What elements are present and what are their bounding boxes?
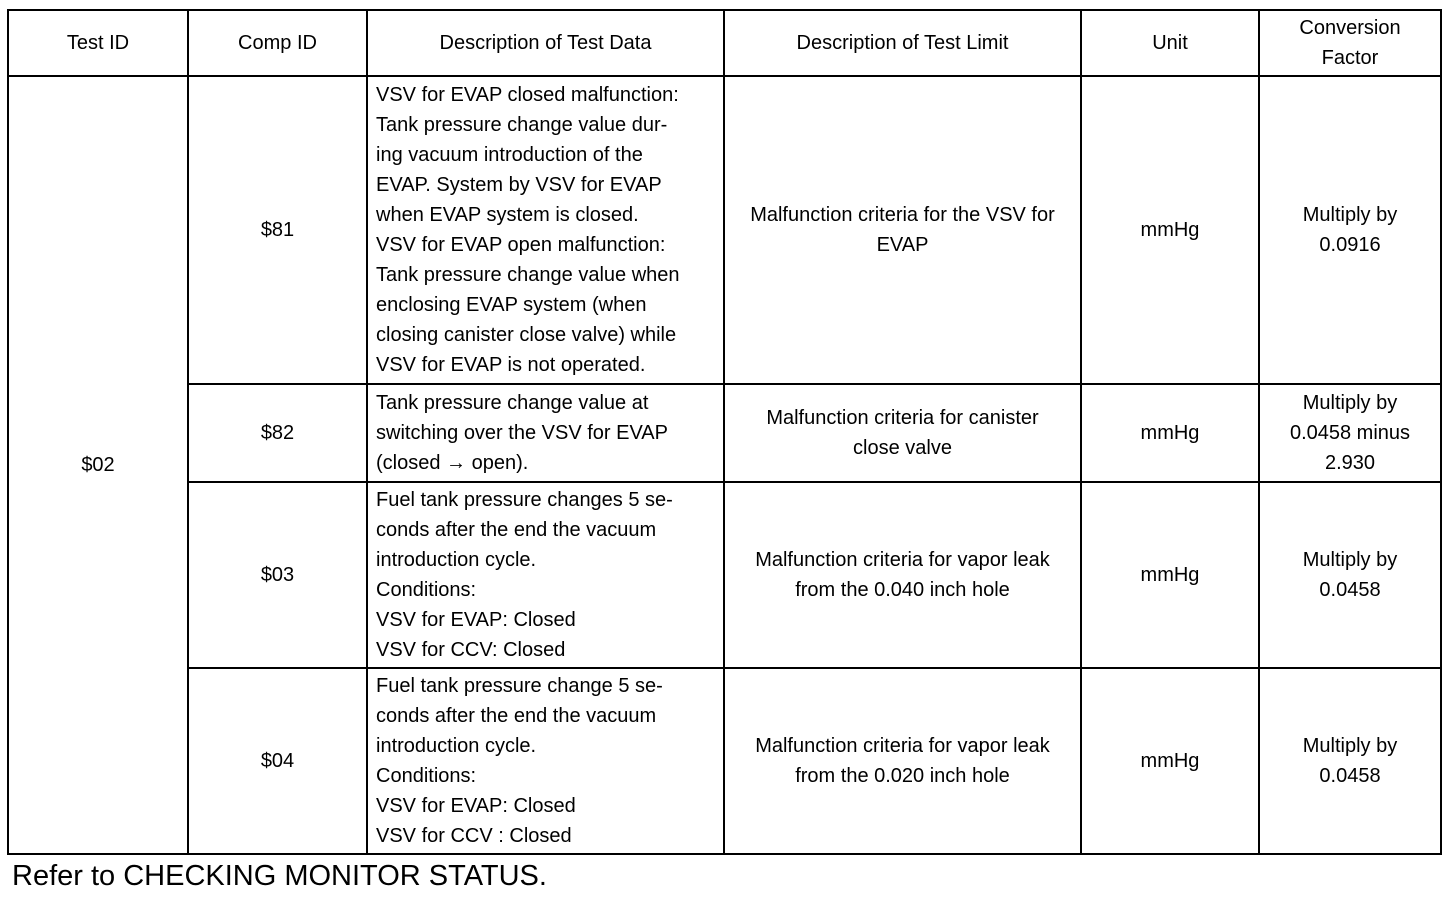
header-conversion-line2: Factor (1321, 47, 1379, 69)
desc-line: ing vacuum introduction of the (376, 144, 643, 166)
conversion-line: Multiply by (1302, 392, 1398, 414)
desc-line: Tank pressure change value dur- (376, 114, 668, 136)
limit-line: Malfunction criteria for canister (766, 407, 1039, 429)
header-test-id: Test ID (8, 10, 188, 76)
table-header-row (8, 10, 1441, 76)
comp-id-cell: $03 (188, 482, 367, 668)
desc-line: Tank pressure change value at (376, 392, 649, 414)
desc-line: VSV for CCV: Closed (376, 639, 566, 661)
limit-line: from the 0.040 inch hole (795, 579, 1010, 601)
table-row (8, 482, 1441, 668)
desc-line: enclosing EVAP system (when (376, 294, 647, 316)
comp-id-cell: $81 (188, 76, 367, 384)
desc-line: EVAP. System by VSV for EVAP (376, 174, 662, 196)
test-id-cell: $02 (8, 76, 188, 854)
limit-line: EVAP (876, 234, 929, 256)
header-description-test-limit: Description of Test Limit (724, 10, 1081, 76)
conversion-line: Multiply by (1302, 204, 1398, 226)
header-comp-id: Comp ID (188, 10, 367, 76)
desc-line: Conditions: (376, 579, 477, 601)
test-data-description-cell (367, 482, 724, 668)
conversion-factor-cell (1259, 384, 1441, 482)
unit-cell: mmHg (1081, 384, 1259, 482)
conversion-factor-cell (1259, 76, 1441, 384)
conversion-factor-cell (1259, 482, 1441, 668)
desc-line: Conditions: (376, 765, 477, 787)
unit-cell: mmHg (1081, 482, 1259, 668)
table-row (8, 668, 1441, 854)
desc-line: VSV for CCV : Closed (376, 825, 572, 847)
unit-cell: mmHg (1081, 76, 1259, 384)
conversion-line: 0.0458 (1319, 765, 1381, 787)
desc-line: switching over the VSV for EVAP (376, 422, 668, 444)
table-row (8, 384, 1441, 482)
desc-line: conds after the end the vacuum (376, 519, 657, 541)
test-limit-description-cell (724, 76, 1081, 384)
test-limit-description-cell (724, 668, 1081, 854)
conversion-line: 0.0916 (1319, 234, 1381, 256)
desc-line: introduction cycle. (376, 735, 537, 757)
header-conversion-line1: Conversion (1299, 17, 1401, 39)
test-limit-description-cell (724, 482, 1081, 668)
limit-line: close valve (853, 437, 952, 459)
conversion-line: 2.930 (1324, 452, 1376, 474)
test-data-description-cell (367, 668, 724, 854)
conversion-line: Multiply by (1302, 549, 1398, 571)
desc-line: Fuel tank pressure change 5 se- (376, 675, 663, 697)
desc-line: when EVAP system is closed. (376, 204, 639, 226)
footer-note: Refer to CHECKING MONITOR STATUS. (12, 860, 547, 892)
desc-line: VSV for EVAP: Closed (376, 795, 576, 817)
limit-line: Malfunction criteria for the VSV for (750, 204, 1055, 226)
desc-line: Tank pressure change value when (376, 264, 680, 286)
desc-line: (closed → open). (376, 452, 529, 474)
conversion-line: 0.0458 (1319, 579, 1381, 601)
desc-line: conds after the end the vacuum (376, 705, 657, 727)
desc-line: VSV for EVAP: Closed (376, 609, 576, 631)
desc-line: Fuel tank pressure changes 5 se- (376, 489, 673, 511)
unit-cell: mmHg (1081, 668, 1259, 854)
header-conversion-factor (1259, 10, 1441, 76)
conversion-line: Multiply by (1302, 735, 1398, 757)
limit-line: from the 0.020 inch hole (795, 765, 1010, 787)
test-data-description-cell (367, 76, 724, 384)
header-unit: Unit (1081, 10, 1259, 76)
conversion-factor-cell (1259, 668, 1441, 854)
desc-line: VSV for EVAP is not operated. (376, 354, 646, 376)
monitor-test-table (7, 9, 1442, 855)
test-data-description-cell (367, 384, 724, 482)
desc-line: closing canister close valve) while (376, 324, 677, 346)
test-limit-description-cell (724, 384, 1081, 482)
desc-line: VSV for EVAP closed malfunction: (376, 84, 679, 106)
comp-id-cell: $82 (188, 384, 367, 482)
comp-id-cell: $04 (188, 668, 367, 854)
limit-line: Malfunction criteria for vapor leak (755, 549, 1050, 571)
conversion-line: 0.0458 minus (1289, 422, 1411, 444)
desc-line: introduction cycle. (376, 549, 537, 571)
limit-line: Malfunction criteria for vapor leak (755, 735, 1050, 757)
header-description-test-data: Description of Test Data (367, 10, 724, 76)
table-row (8, 76, 1441, 384)
desc-line: VSV for EVAP open malfunction: (376, 234, 666, 256)
